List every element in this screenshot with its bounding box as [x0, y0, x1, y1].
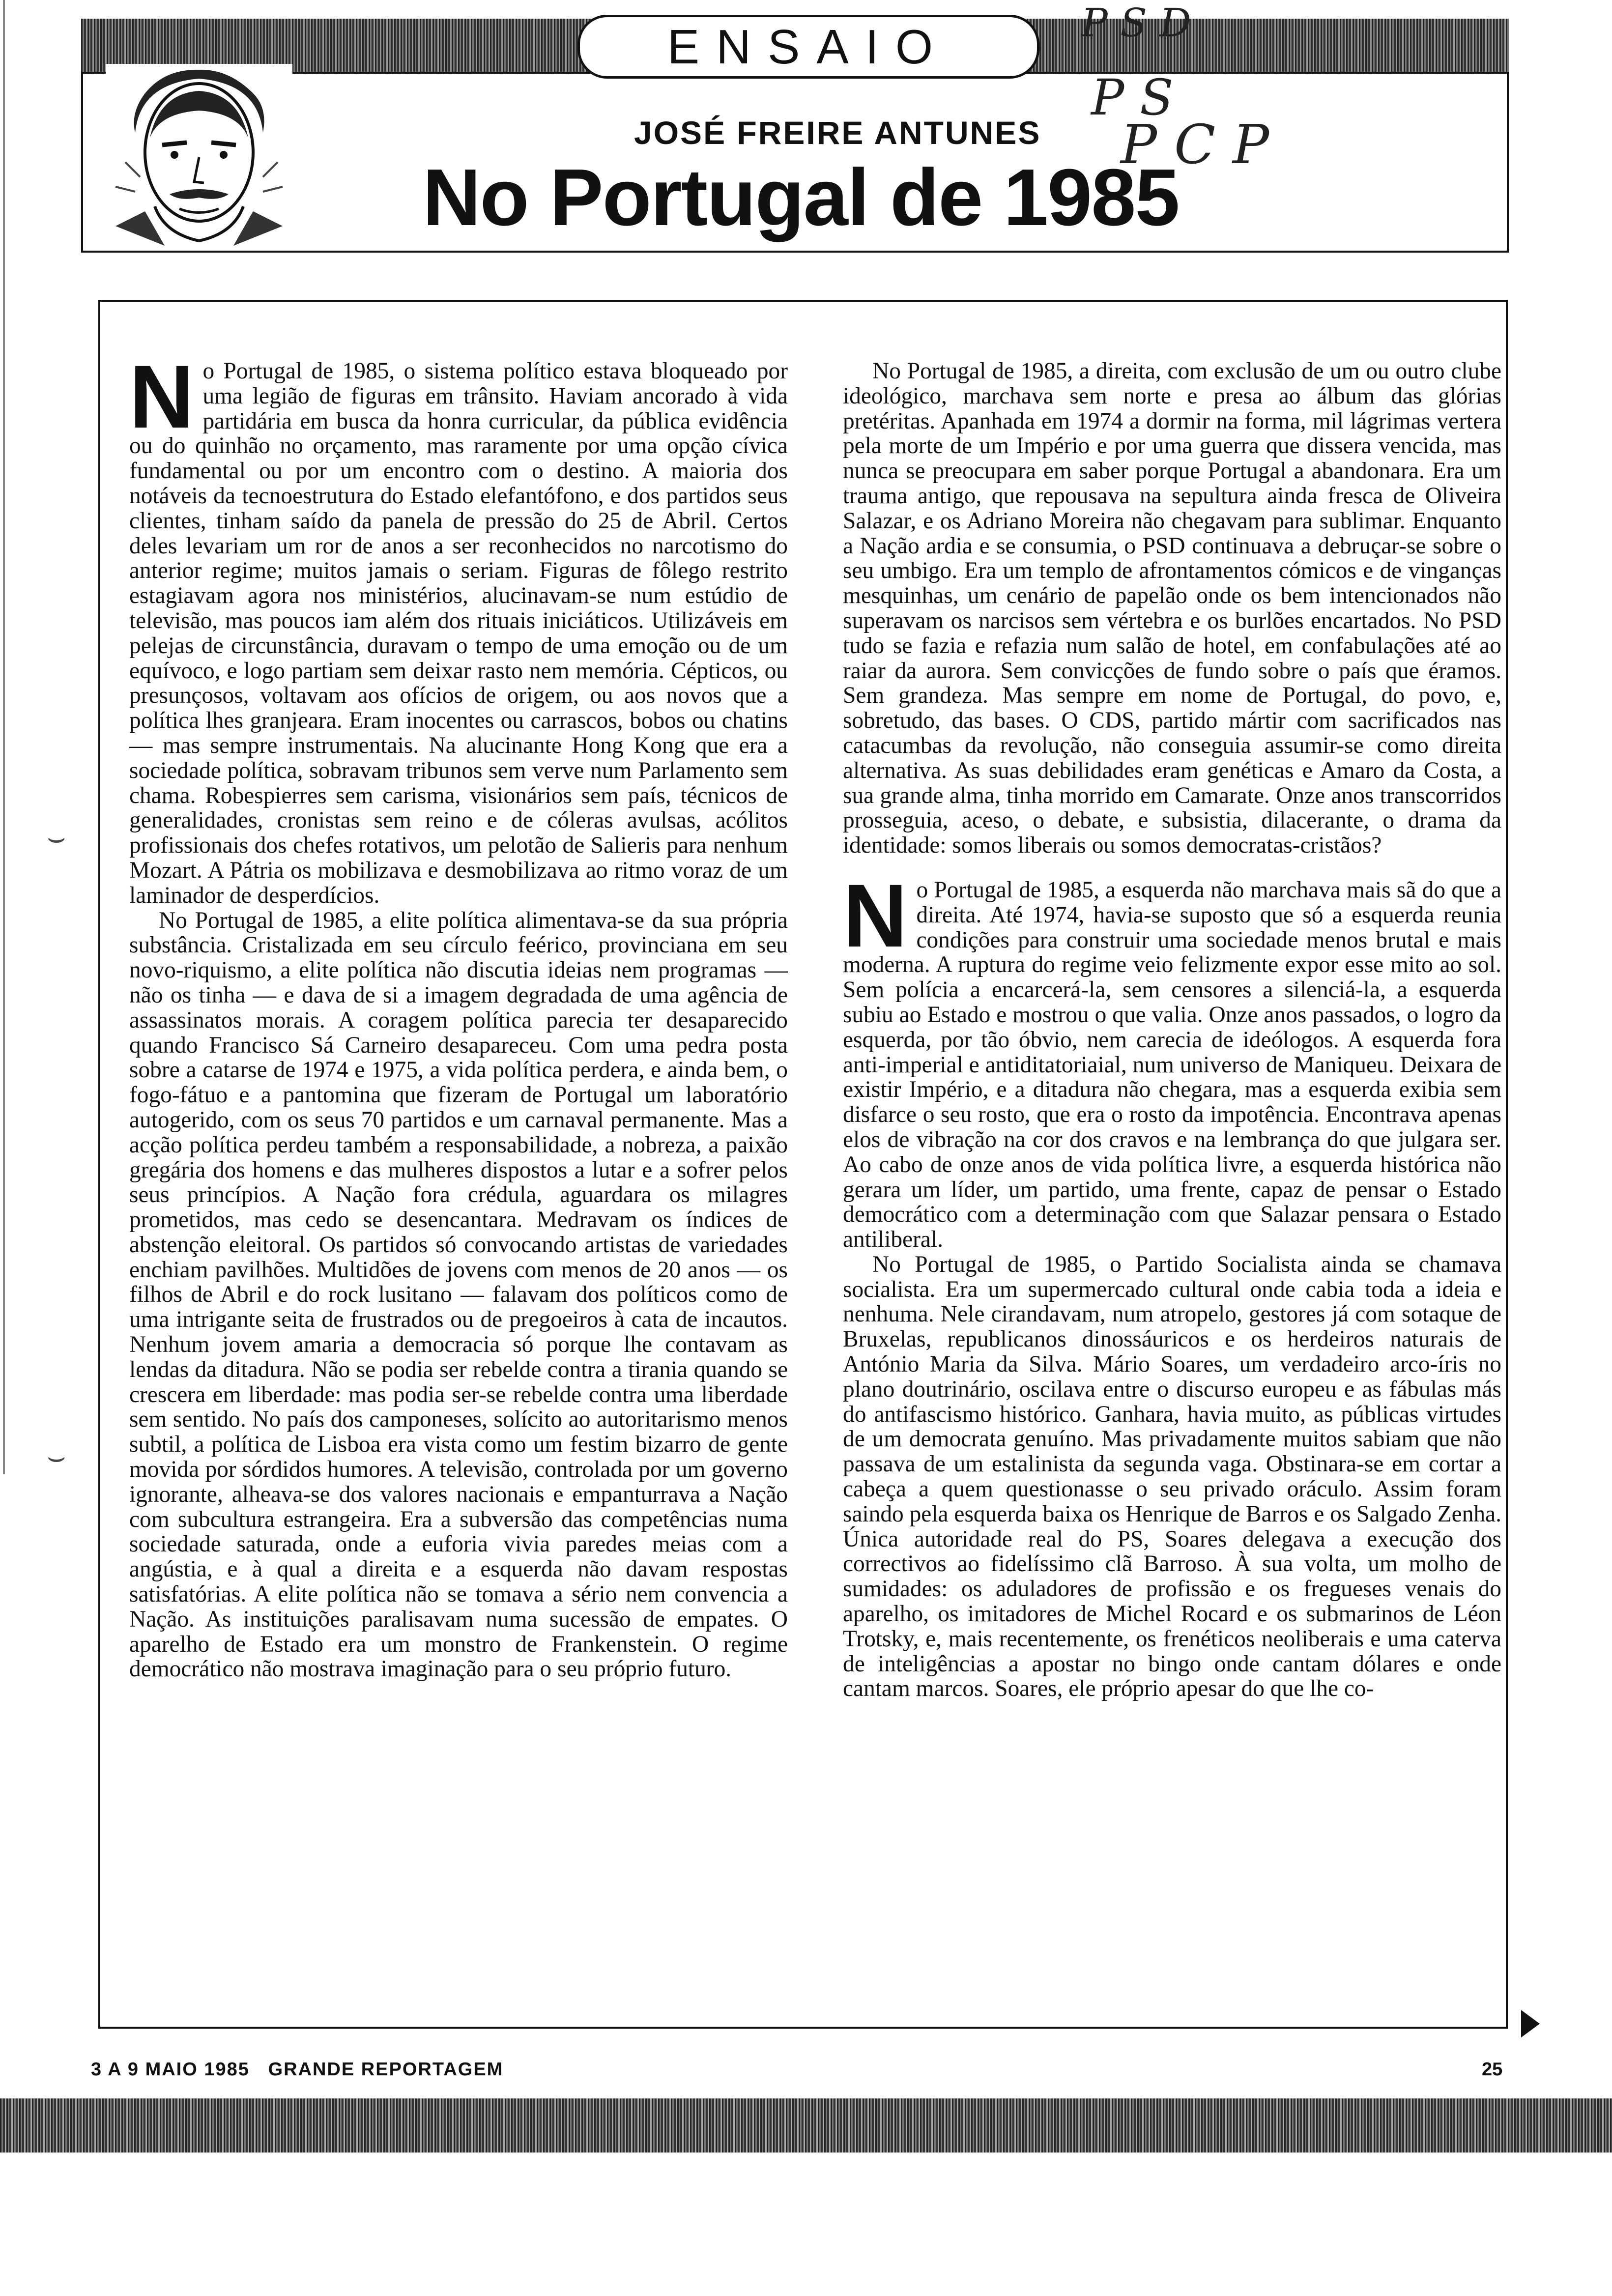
dropcap: N	[843, 865, 908, 966]
paragraph-text: No Portugal de 1985, o Partido Socialista ainda se chamava socialista. Era um supermercado cultural onde cabia toda a ideia e nenhuma. Nele cirandavam, num atropelo, gestores já com sotaque de Bruxelas, republicanos dinossáuricos e os herdeiros naturais de António Maria da Silva. Mário Soares, um verdadeiro arco-íris no plano doutrinário, oscilava entre o discurso europeu e as fábulas más do antifascismo histórico. Ganhara, havia muito, as públicas virtudes de um democrata genuíno. Mas privadamente muitos sabiam que não passava de um estalinista da segunda vaga. Obstinara-se em cortar a cabeça a quem questionasse o seu privado oráculo. Assim foram saindo pela esquerda baixa os Henrique de Barros e os Salgado Zenha. Única autoridade real do PS, Soares delegava a execução dos correctivos ao fidelíssimo clã Barroso. À sua volta, um molho de sumidades: os aduladores de profissão e os fregueses venais do aparelho, os imitadores de Michel Rocard e os submarinos de Léon Trotsky, e, mais recentemente, os frenéticos neoliberais e uma caterva de inteligências a apostar no bingo onde cantam dólares e onde cantam marcos. Soares, ele próprio apesar do que lhe co-	[843, 1251, 1501, 1702]
paragraph-text: o Portugal de 1985, o sistema político estava bloqueado por uma legião de figuras em trânsito. Haviam ancorado à vida partidária em busca da honra curricular, da pública evidência ou do quinhão no orçamento, mas raramente por uma opção cívica fundamental ou por um encontro com o destino. A maioria dos notáveis da tecnoestrutura do Estado elefantófono, e dos partidos seus clientes, tinham saído da panela de pressão do 25 de Abril. Certos deles levariam um ror de anos a ser reconhecidos no narcotismo do anterior regime; muitos jamais o seriam. Figuras de fôlego restrito estagiavam agora nos ministérios, alucinavam-se num estúdio de televisão, mas poucos iam além dos rituais iniciáticos. Utilizáveis em pelejas de circunstância, duravam o tempo de uma emoção ou de um equívoco, e logo partiam sem deixar rasto nem memória. Cépticos, ou presunçosos, voltavam aos ofícios de origem, ou aos novos que a política lhes granjeara. Eram inocentes ou carrascos, bobos ou chatins — mas sempre instrumentais. Na alucinante Hong Kong que era a sociedade política, sobravam tribunos sem verve num Parlamento sem chama. Robespierres sem carisma, visionários sem país, técnicos de generalidades, cronistas sem reino e de cóleras avulsas, acólitos profissionais dos chefes rotativos, um pelotão de Salieris para nenhum Mozart. A Pátria os mobilizava e desmobilizava ao ritmo voraz de um laminador de desperdícios.	[129, 359, 788, 908]
author-name: JOSÉ FREIRE ANTUNES	[634, 115, 1041, 151]
headline: No Portugal de 1985	[423, 152, 1179, 242]
footer-halftone-band	[0, 2098, 1612, 2152]
paragraph-text: o Portugal de 1985, a esquerda não marchava mais sã do que a direita. Até 1974, havia-se suposto que só a esquerda reunia condições para construir uma sociedade menos brutal e mais moderna. A ruptura do regime veio felizmente expor esse mito ao sol. Sem polícia a encarcerá-la, sem censores a silenciá-la, a esquerda subiu ao Estado e mostrou o que valia. Onze anos passados, o logro da esquerda, por tão óbvio, nem carecia de ideólogos. A esquerda fora anti-imperial e antiditatoriaial, num universo de Maniqueu. Deixara de existir Império, e a ditadura não chegara, mas a esquerda exibia sem disfarce o seu rosto, que era o rosto da impotência. Encontrava apenas elos de vibração na cor dos cravos e na lembrança do que julgara ser. Ao cabo de onze anos de vida política livre, a esquerda histórica não gerara um líder, um partido, uma frente, capaz de pensar o Estado democrático com a determinação com que Salazar pensara o Estado antiliberal.	[843, 877, 1501, 1253]
handwritten-note-psd: P S D	[1081, 0, 1191, 46]
paragraph-5	[843, 1252, 1501, 1701]
margin-mark: ⌣	[47, 821, 66, 854]
paragraph-2	[129, 908, 788, 1682]
section-label: ENSAIO	[667, 19, 950, 74]
header-rule	[88, 251, 1504, 253]
paragraph-3	[843, 359, 1501, 858]
paragraph-text: No Portugal de 1985, a direita, com exclusão de um ou outro clube ideológico, marchava sem norte e presa ao álbum das glórias pretéritas. Apanhada em 1974 a dormir na forma, mil lágrimas vertera pela morte de um Império e por uma guerra que dissera vencida, mas nunca se preocupara em saber porque Portugal a abandonara. Era um trauma antigo, que repousava na sepultura ainda fresca de Oliveira Salazar, e os Adriano Moreira não chegavam para sublimar. Enquanto a Nação ardia e se consumia, o PSD continuava a debruçar-se sobre o seu umbigo. Era um templo de afrontamentos cómicos e de vinganças mesquinhas, um cenário de papelão onde os bem intencionados não superavam os narcisos sem vértebra e os burlões encartados. No PSD tudo se fazia e refazia num salão de hotel, em confabulações até ao raiar da aurora. Sem convicções de fundo sobre o país que éramos. Sem grandeza. Mas sempre em nome de Portugal, do povo, e, sobretudo, das bases. O CDS, partido mártir com sacrificados nas catacumbas da revolução, não conseguia assumir-se como direita alternativa. As suas debilidades eram genéticas e Amaro da Costa, a sua grande alma, tinha morrido em Camarate. Onze anos transcorridos prosseguia, aceso, o debate, e subsistia, dilacerante, o drama da identidade: somos liberais ou somos democratas-cristãos?	[843, 359, 1501, 859]
dropcap: N	[129, 359, 194, 447]
paragraph-text: No Portugal de 1985, a elite política alimentava-se da sua própria substância. Cristalizada em seu círculo feérico, provinciana em seu novo-riquismo, a elite política não discutia ideias nem programas — não os tinha — e dava de si a imagem degradada de uma agência de assassinatos morais. A coragem política parecia ter desaparecido quando Francisco Sá Carneiro desapareceu. Com uma pedra posta sobre a catarse de 1974 e 1975, a vida política perdera, e ainda bem, o fogo-fátuo e a pantomina que fizeram de Portugal um laboratório autogerido, com os seus 70 partidos e um carnaval permanente. Mas a acção política perdeu também a responsabilidade, a nobreza, a paixão gregária dos homens e das mulheres dispostos a lutar e a sofrer pelos seus princípios. A Nação fora crédula, aguardara os milagres prometidos, mas cedo se desencantara. Medravam os índices de abstenção eleitoral. Os partidos só convocando artistas de variedades enchiam pavilhões. Multidões de jovens com menos de 20 anos — os filhos de Abril e do rock lusitano — falavam dos políticos como de uma intrigante seita de frustrados ou de pregoeiros à cata de incautos. Nenhum jovem amaria a democracia só porque lhe contavam as lendas da ditadura. Não se podia ser rebelde contra a tirania quando se crescera em liberdade: mas podia ser-se rebelde contra uma liberdade sem sentido. No país dos camponeses, solícito ao autoritarismo menos subtil, a política de Lisboa era vista como um festim bizarro de gente movida por sórdidos humores. A televisão, controlada por um governo ignorante, alheava-se dos valores nacionais e empanturrava a Nação com subcultura estrangeira. Era a subversão das competências numa sociedade saturada, onde a euforia vivia paredes meias com a angústia, e à qual a direita e a esquerda não davam respostas satisfatórias. A elite política não se tomava a sério nem convencia a Nação. As instituições paralisavam numa sucessão de empates. O aparelho de Estado era um monstro de Frankenstein. O regime democrático não mostrava imaginação para o seu próprio futuro.	[129, 907, 788, 1682]
footer-issue-line	[91, 2059, 503, 2080]
footer-page-number: 25	[1482, 2059, 1503, 2080]
handwritten-note-pcp: P C P	[1121, 113, 1269, 176]
page-edge-mark	[3, 0, 5, 1474]
handwritten-note-ps: P S	[1091, 69, 1174, 126]
author-portrait	[106, 64, 292, 246]
margin-mark: ⌣	[47, 1440, 66, 1473]
article-column-left	[129, 359, 788, 2020]
article-column-right	[843, 359, 1501, 2020]
continue-arrow-icon	[1521, 2010, 1540, 2038]
paragraph-4	[843, 865, 1501, 1253]
section-label-pill	[577, 15, 1039, 79]
footer-issue-date: 3 A 9 MAIO 1985	[91, 2059, 250, 2080]
paragraph-1	[129, 359, 788, 908]
footer-publication: GRANDE REPORTAGEM	[268, 2059, 504, 2080]
